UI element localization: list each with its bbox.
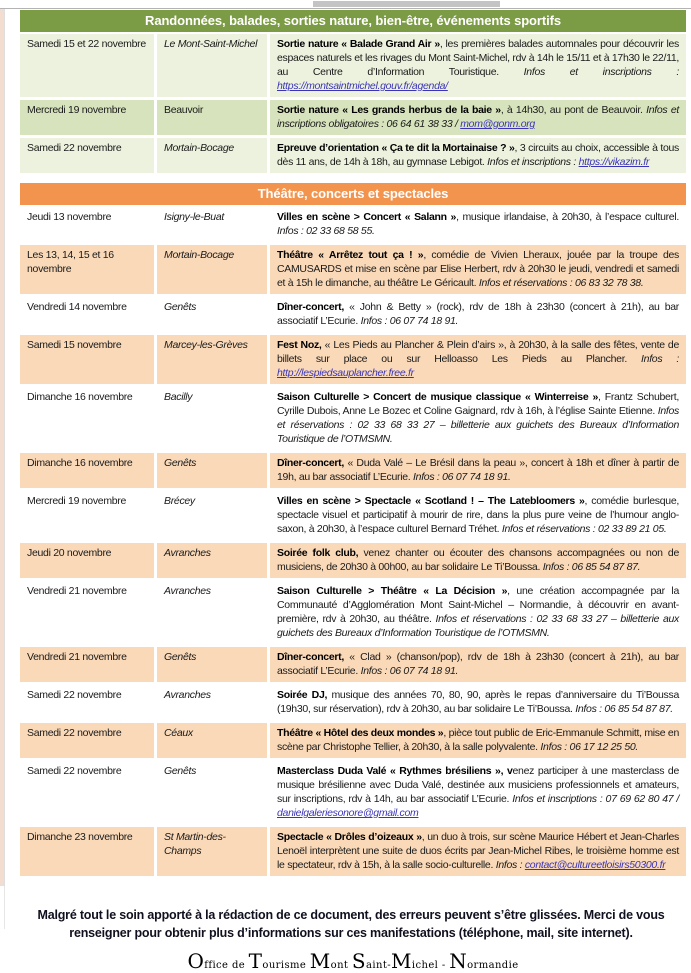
description-text: Infos et inscriptions : xyxy=(523,66,680,78)
description-text: Infos et réservations : 02 33 68 33 27 – billetterie aux guichets des Bureaux d’Information Touristique de l’OTMSMN. xyxy=(277,405,679,445)
event-link[interactable]: https://montsaintmichel.gouv.fr/agenda/ xyxy=(277,80,448,92)
adjacent-page-edge xyxy=(0,9,5,886)
description-text: Infos et inscriptions : 07 69 62 80 47 / xyxy=(512,793,679,805)
description-text: Infos et réservations : 02 33 89 21 05. xyxy=(501,523,667,535)
event-location: Mortain-Bocage xyxy=(157,138,267,173)
event-location: Avranches xyxy=(157,685,267,720)
event-link[interactable]: danielgaleriesonore@gmail.com xyxy=(277,807,419,819)
description-text: Infos : xyxy=(495,859,525,871)
table-rows xyxy=(20,207,686,876)
event-description xyxy=(270,387,686,450)
event-location: Brécey xyxy=(157,491,267,540)
description-text: Dîner-concert, xyxy=(277,301,344,313)
event-date: Samedi 22 novembre xyxy=(20,685,154,720)
event-location: Le Mont-Saint-Michel xyxy=(157,34,267,97)
event-location: Beauvoir xyxy=(157,100,267,135)
description-text: , musique irlandaise, à 20h30, à l’espace culturel. xyxy=(456,211,679,223)
description-text: Infos et réservations : 02 33 68 33 27 – billetterie aux guichets des Bureaux d’Information Touristique de l’OTMSMN. xyxy=(277,613,680,639)
event-description xyxy=(270,491,686,540)
description-text: , à 14h30, au pont de Beauvoir. xyxy=(500,104,647,116)
section-theatre-concerts xyxy=(20,183,686,876)
description-text: , 3 circuits au choix, accessible à tous dès 11 ans, de 14h à 18h, au gymnase Lebigot. xyxy=(277,142,679,168)
event-description xyxy=(270,453,686,488)
description-text: Spectacle « Drôles d’oizeaux » xyxy=(277,831,422,843)
section-header-nature: Randonnées, balades, sorties nature, bien-être, événements sportifs xyxy=(20,10,686,32)
logo-initial: O xyxy=(187,949,205,973)
table-row xyxy=(20,827,686,876)
description-text: Sortie nature « Les grands herbus de la baie » xyxy=(277,104,501,116)
event-date: Vendredi 21 novembre xyxy=(20,647,154,682)
description-text: Infos : 06 85 54 87 87. xyxy=(542,561,641,573)
description-text: enez participer à une masterclass de musique brésilienne avec Duda Valé, destinée aux musiciens professionnels et amateurs, sur inscriptions, rdv à 14h, au bar associatif L’Ecurie. xyxy=(277,765,679,805)
table-row xyxy=(20,207,686,242)
footer-disclaimer: Malgré tout le soin apporté à la rédaction de ce document, des erreurs peuvent s’être glissées. Merci de vous renseigner pour obtenir plus d’informations sur ces manifestations (téléphone, mail, site internet). xyxy=(37,908,665,940)
event-date: Dimanche 16 novembre xyxy=(20,453,154,488)
event-date: Samedi 22 novembre xyxy=(20,761,154,824)
event-description xyxy=(270,723,686,758)
description-text: , un duo à trois, sur scène Maurice Hébert et Jean-Charles Lenoël interprètent une suite de duos écrits par Jean-Michel Ribes, le troisième homme est le spectateur, rdv à 15h, à la salle socio-culturelle. xyxy=(277,831,679,871)
logo-initial: M xyxy=(391,949,412,973)
event-description xyxy=(270,335,686,384)
description-text: Dîner-concert, xyxy=(277,651,344,663)
logo-text: ormandie xyxy=(467,960,519,971)
event-description xyxy=(270,245,686,294)
table-row xyxy=(20,581,686,644)
table-row xyxy=(20,543,686,578)
event-location: Avranches xyxy=(157,581,267,644)
logo-text: ourisme xyxy=(262,960,310,971)
event-date: Les 13, 14, 15 et 16 novembre xyxy=(20,245,154,294)
table-row xyxy=(20,335,686,384)
description-text: Infos : 06 07 74 18 91. xyxy=(360,665,459,677)
logo-text: ffice de xyxy=(204,960,249,971)
description-text: « Clad » (chanson/pop), rdv de 18h à 23h30 (concert à 21h), au bar associatif L’Ecurie. xyxy=(277,651,679,677)
description-text: Infos et inscriptions obligatoires : 06 64 61 38 33 / xyxy=(277,104,679,130)
description-text: musique des années 70, 80, 90, après le repas d’anniversaire du Ti’Boussa (19h30, sur réservation), rdv à 20h30, au bar solidaire Le Ti’Boussa. xyxy=(277,689,680,715)
event-date: Vendredi 21 novembre xyxy=(20,581,154,644)
table-row xyxy=(20,297,686,332)
description-text: Infos : xyxy=(641,353,679,365)
event-location: Bacilly xyxy=(157,387,267,450)
logo-initial: M xyxy=(309,949,331,973)
description-text: Villes en scène > Concert « Salann » xyxy=(277,211,457,223)
description-text: Epreuve d’orientation « Ça te dit la Mortainaise ? » xyxy=(277,142,515,154)
description-text: , Frantz Schubert, Cyrille Dubois, Anne Le Bozec et Coline Gaignard, rdv à 16h, à l’église Sainte Etienne. xyxy=(277,391,679,417)
event-date: Jeudi 13 novembre xyxy=(20,207,154,242)
event-description xyxy=(270,100,686,135)
event-link[interactable]: https://vikazim.fr xyxy=(578,156,650,168)
description-text: Fest Noz, xyxy=(277,339,322,351)
event-link[interactable]: mom@gonm.org xyxy=(460,118,535,130)
logo-text: ont xyxy=(330,960,352,971)
event-location: Genêts xyxy=(157,297,267,332)
event-location: Céaux xyxy=(157,723,267,758)
table-row xyxy=(20,491,686,540)
table-row xyxy=(20,100,686,135)
event-date: Samedi 15 et 22 novembre xyxy=(20,34,154,97)
event-link[interactable]: contact@cultureetloisirs50300.fr xyxy=(524,859,666,871)
description-text: Infos : 06 07 74 18 91. xyxy=(413,471,511,483)
table-row xyxy=(20,34,686,97)
table-row xyxy=(20,761,686,824)
logo-initial: T xyxy=(248,949,263,973)
event-description xyxy=(270,761,686,824)
event-location: Avranches xyxy=(157,543,267,578)
event-description xyxy=(270,297,686,332)
description-text: , les premières balades automnales pour découvrir les espaces naturels et les rivages du Mont Saint-Michel, rdv à 14h le 15/11 et à 17h30 le 22/11, au Centre d’Information Touristique. xyxy=(277,38,679,78)
table-row xyxy=(20,245,686,294)
description-text: Infos et réservations : 06 83 32 78 38. xyxy=(478,277,644,289)
description-text: Soirée DJ, xyxy=(277,689,328,701)
event-location: Genêts xyxy=(157,647,267,682)
description-text: Saison Culturelle > Concert de musique classique « Winterreise » xyxy=(277,391,598,403)
top-edge-bar xyxy=(0,0,691,9)
event-date: Dimanche 16 novembre xyxy=(20,387,154,450)
description-text: Infos : 06 85 54 87 87. xyxy=(575,703,673,715)
document-page xyxy=(20,10,686,973)
description-text: Masterclass Duda Valé « Rythmes brésiliens », v xyxy=(277,765,513,777)
event-date: Samedi 15 novembre xyxy=(20,335,154,384)
logo-initial: S xyxy=(351,949,367,973)
event-description xyxy=(270,647,686,682)
description-text: Infos : 06 17 12 25 50. xyxy=(540,741,639,753)
table-row xyxy=(20,138,686,173)
description-text: Dîner-concert, xyxy=(277,457,344,469)
description-text: , comédie burlesque, spectacle visuel et participatif à mourir de rire, dans la plus pure veine de l’humour anglo-saxon, à 20h30, à l’espace culturel Bernard Tréhet. xyxy=(277,495,679,535)
event-date: Mercredi 19 novembre xyxy=(20,491,154,540)
description-text: « John & Betty » (rock), rdv de 18h à 23h30 (concert à 21h), au bar associatif L’Ecurie. xyxy=(277,301,679,327)
event-date: Dimanche 23 novembre xyxy=(20,827,154,876)
description-text: Théâtre « Hôtel des deux mondes » xyxy=(277,727,444,739)
event-location: Isigny-le-Buat xyxy=(157,207,267,242)
event-link[interactable]: http://lespiedsauplancher.free.fr xyxy=(277,367,414,379)
event-date: Samedi 22 novembre xyxy=(20,138,154,173)
event-date: Mercredi 19 novembre xyxy=(20,100,154,135)
description-text: venez chanter ou écouter des chansons accompagnées ou non de musiciens, de 20h30 à 00h00, au bar solidaire Le Ti’Boussa. xyxy=(277,547,679,573)
event-description xyxy=(270,827,686,876)
description-text: Théâtre « Arrêtez tout ça ! » xyxy=(277,249,424,261)
description-text: Saison Culturelle > Théâtre « La Décision » xyxy=(277,585,508,597)
description-text: Infos et inscriptions : xyxy=(487,156,579,168)
event-date: Jeudi 20 novembre xyxy=(20,543,154,578)
section-nature-events xyxy=(20,10,686,173)
section-header-theatre: Théâtre, concerts et spectacles xyxy=(20,183,686,205)
event-date: Samedi 22 novembre xyxy=(20,723,154,758)
description-text: « Les Pieds au Plancher & Plein d’airs », à 20h30, à la salle des fêtes, vente de billets sur place ou sur Helloasso Les Pieds au Plancher. xyxy=(277,339,679,365)
event-location: Marcey-les-Grèves xyxy=(157,335,267,384)
description-text: , comédie de Vivien Lheraux, jouée par la troupe des CAMUSARDS et mise en scène par Elise Herbert, rdv à 20h30 le jeudi, vendredi et samedi et à 15h le dimanche, au théâtre Le Géricault. xyxy=(277,249,680,289)
event-description xyxy=(270,581,686,644)
adjacent-page-edge-bottom xyxy=(0,886,5,929)
event-location: St Martin-des-Champs xyxy=(157,827,267,876)
table-row xyxy=(20,685,686,720)
event-description xyxy=(270,207,686,242)
event-location: Genêts xyxy=(157,761,267,824)
description-text: Villes en scène > Spectacle « Scotland ! – The Latebloomers » xyxy=(277,495,585,507)
table-row xyxy=(20,453,686,488)
table-row xyxy=(20,387,686,450)
table-rows xyxy=(20,34,686,173)
event-description xyxy=(270,685,686,720)
event-description xyxy=(270,543,686,578)
description-text: Soirée folk club, xyxy=(277,547,359,559)
org-logo xyxy=(20,949,686,973)
event-date: Vendredi 14 novembre xyxy=(20,297,154,332)
event-location: Mortain-Bocage xyxy=(157,245,267,294)
description-text: Infos : 06 07 74 18 91. xyxy=(360,315,459,327)
event-location: Genêts xyxy=(157,453,267,488)
logo-text: aint- xyxy=(366,960,392,971)
event-description xyxy=(270,138,686,173)
description-text: , une création accompagnée par la Communauté d’Agglomération Mont Saint-Michel – Normandie, à découvrir en avant-première, rdv à 20h30, au théâtre. xyxy=(277,585,679,625)
gray-divider-bar xyxy=(313,1,500,7)
table-row xyxy=(20,723,686,758)
description-text: « Duda Valé – Le Brésil dans la peau », concert à 18h et dîner à partir de 19h, au bar associatif L’Ecurie. xyxy=(277,457,679,483)
logo-text: ichel - xyxy=(411,960,450,971)
logo-initial: N xyxy=(449,949,468,973)
description-text: Infos : 02 33 68 58 55. xyxy=(277,225,375,237)
description-text: Sortie nature « Balade Grand Air » xyxy=(277,38,440,50)
event-description xyxy=(270,34,686,97)
description-text: , pièce tout public de Eric-Emmanule Schmitt, mise en scène par Christophe Tellier, à 20h30, à la salle polyvalente. xyxy=(277,727,679,753)
table-row xyxy=(20,647,686,682)
